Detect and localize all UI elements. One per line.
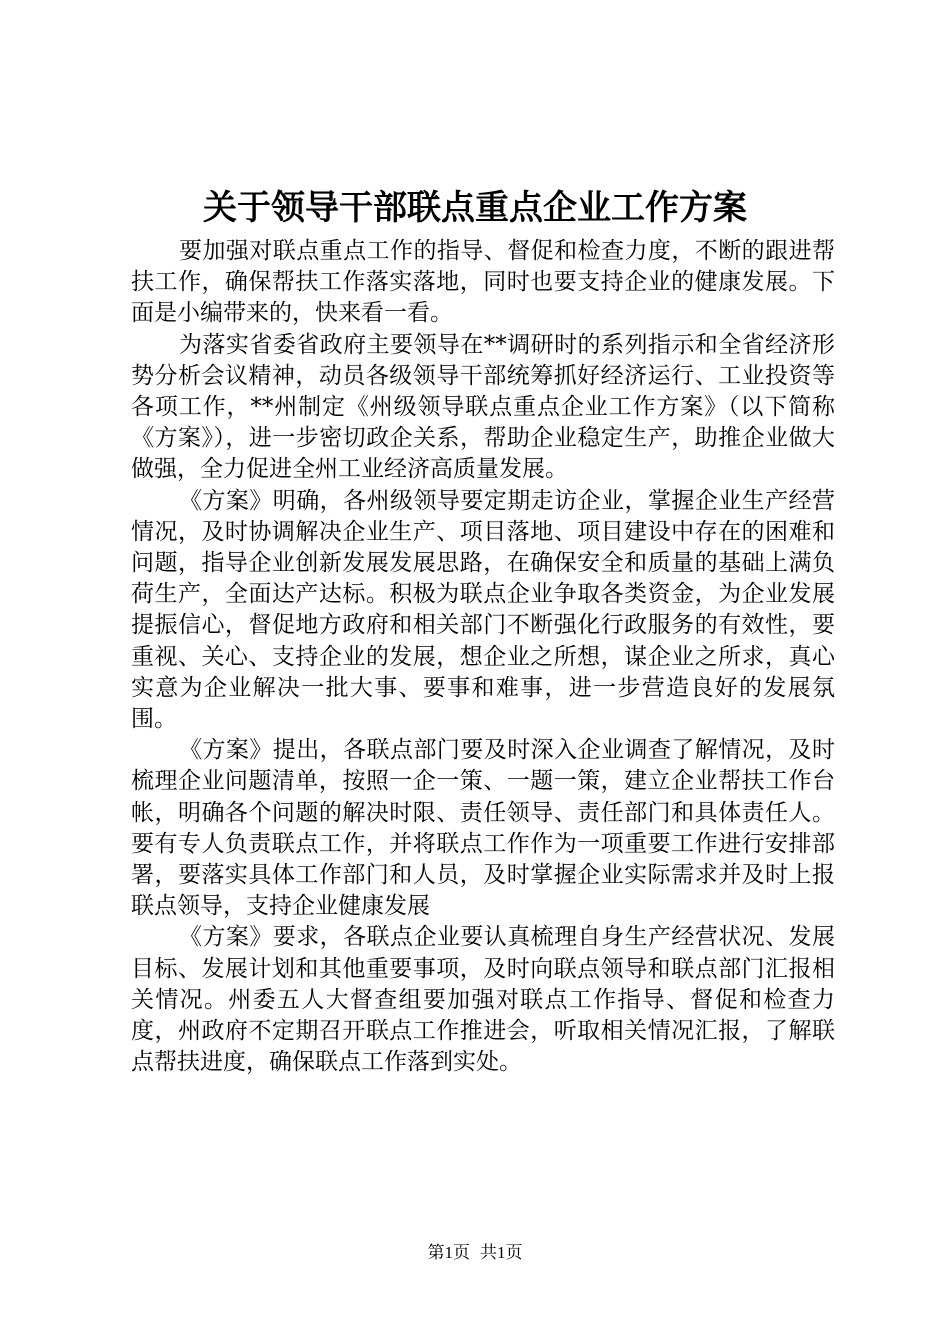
paragraph-plan-proposes: 《方案》提出，各联点部门要及时深入企业调查了解情况，及时梳理企业问题清单，按照一企一策、一题一策，建立企业帮扶工作台帐，明确各个问题的解决时限、责任领导、责任部门和具体责任人。要有专人负责联点工作，并将联点工作作为一项重要工作进行安排部署，要落实具体工作部门和人员，及时掌握企业实际需求并及时上报联点领导，支持企业健康发展	[131, 737, 835, 920]
page-number: 第1页	[427, 1243, 470, 1262]
paragraph-intro: 要加强对联点重点工作的指导、督促和检查力度，不断的跟进帮扶工作，确保帮扶工作落实落地，同时也要支持企业的健康发展。下面是小编带来的，快来看一看。	[131, 238, 835, 327]
paragraph-plan-specifies: 《方案》明确，各州级领导要定期走访企业，掌握企业生产经营情况，及时协调解决企业生产、项目落地、项目建设中存在的困难和问题，指导企业创新发展发展思路，在确保安全和质量的基础上满负荷生产，全面达产达标。积极为联点企业争取各类资金，为企业发展提振信心，督促地方政府和相关部门不断强化行政服务的有效性，要重视、关心、支持企业的发展，想企业之所想，谋企业之所求，真心实意为企业解决一批大事、要事和难事，进一步营造良好的发展氛围。	[131, 487, 835, 733]
paragraph-plan-requires: 《方案》要求，各联点企业要认真梳理自身生产经营状况、发展目标、发展计划和其他重要事项，及时向联点领导和联点部门汇报相关情况。州委五人大督查组要加强对联点工作指导、督促和检查力度，州政府不定期召开联点工作推进会，听取相关情况汇报，了解联点帮扶进度，确保联点工作落到实处。	[131, 924, 835, 1076]
document-title: 关于领导干部联点重点企业工作方案	[203, 188, 747, 228]
paragraph-background: 为落实省委省政府主要领导在**调研时的系列指示和全省经济形势分析会议精神，动员各级领导干部统筹抓好经济运行、工业投资等各项工作，**州制定《州级领导联点重点企业工作方案》（以下简称《方案》），进一步密切政企关系，帮助企业稳定生产，助推企业做大做强，全力促进全州工业经济高质量发展。	[131, 331, 835, 483]
page-footer	[0, 1242, 950, 1264]
document-body	[131, 236, 835, 1078]
page-total: 共1页	[480, 1243, 523, 1262]
